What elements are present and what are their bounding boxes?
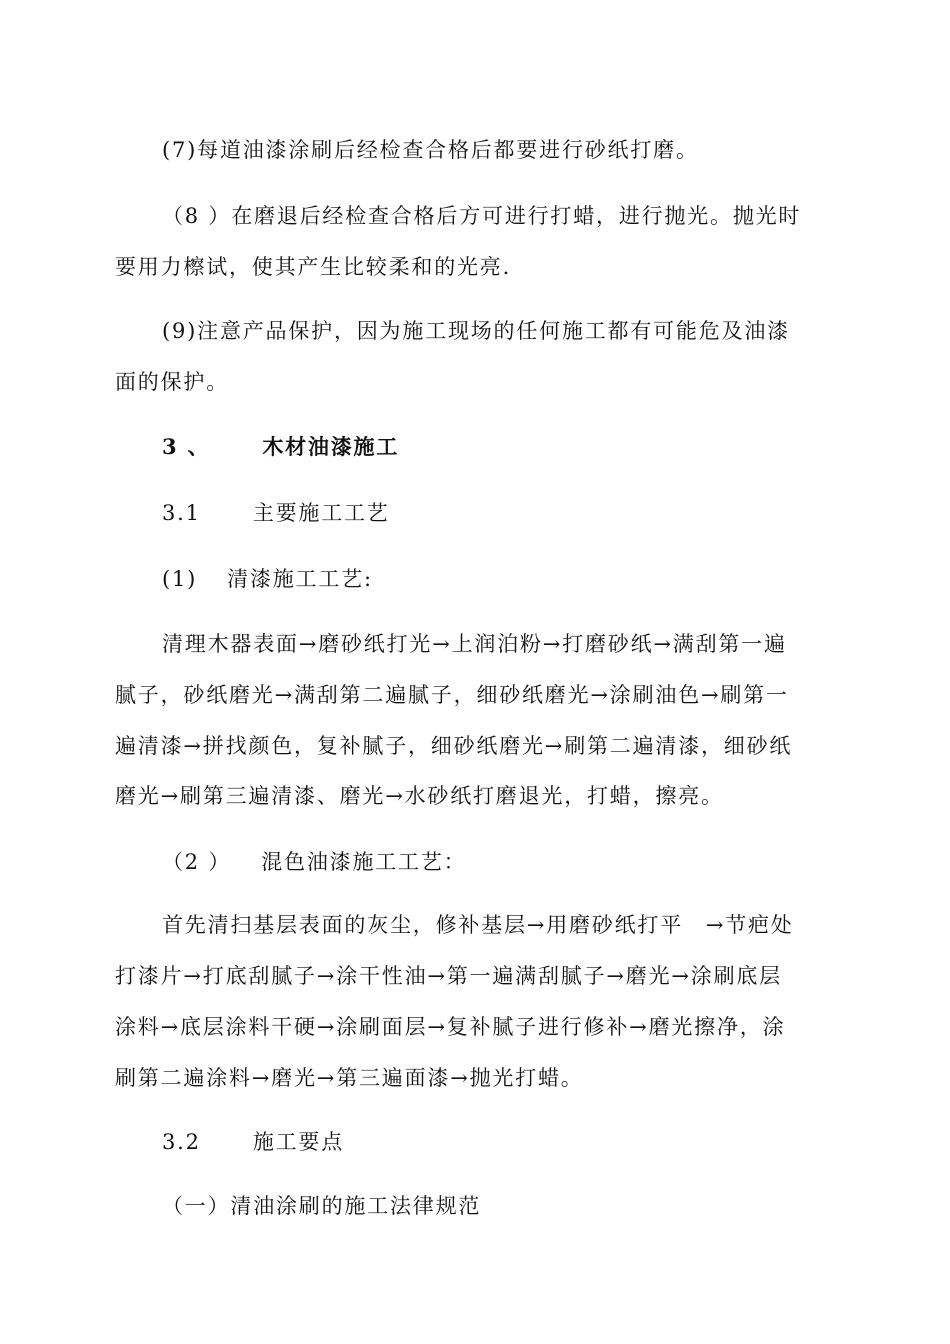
- paragraph-9-line-2: 面的保护。: [115, 370, 229, 394]
- subsection-1-title: 清油涂刷的施工法律规范: [230, 1194, 482, 1218]
- item-2-body-line-4: 刷第二遍涂料→磨光→第三遍面漆→抛光打蜡。: [115, 1066, 584, 1090]
- section-3-number: 3 、: [162, 434, 211, 459]
- section-3-title: 木材油漆施工: [262, 434, 400, 459]
- section-3-2-heading: [162, 1128, 887, 1156]
- section-3-2-number: 3.2: [162, 1130, 201, 1154]
- item-2-body-line-1: 首先清扫基层表面的灰尘，修补基层→用磨砂纸打平 →节疤处: [162, 913, 794, 937]
- section-3-1-heading: [162, 499, 887, 527]
- item-1-body-line-3: 遍清漆→拼找颜色，复补腻子，细砂纸磨光→刷第二遍清漆，细砂纸: [115, 734, 793, 758]
- item-1-body-line-2: 腻子，砂纸磨光→满刮第二遍腻子，细砂纸磨光→涂刷油色→刷第一: [115, 683, 789, 707]
- item-2-heading: [162, 848, 887, 876]
- item-2-body-line-2: 打漆片→打底刮腻子→涂干性油→第一遍满刮腻子→磨光→涂刷底层: [115, 964, 782, 988]
- item-1-body-line-1: 清理木器表面→磨砂纸打光→上润泊粉→打磨砂纸→满刮第一遍: [162, 632, 787, 656]
- subsection-1-number: （一）: [162, 1194, 231, 1218]
- section-3-heading: [162, 433, 887, 461]
- item-1-heading: [162, 565, 887, 593]
- paragraph-7: (7)每道油漆涂刷后经检查合格后都要进行砂纸打磨。: [162, 138, 699, 162]
- section-3-2-title: 施工要点: [252, 1130, 345, 1154]
- item-1-title: 清漆施工工艺:: [227, 567, 373, 591]
- item-2-title: 混色油漆施工工艺：: [261, 850, 467, 874]
- section-3-1-title: 主要施工工艺: [252, 501, 390, 525]
- item-1-number: (1): [162, 567, 198, 591]
- paragraph-8-line-2: 要用力檫试，使其产生比较柔和的光亮.: [115, 255, 512, 279]
- item-1-body-line-4: 磨光→刷第三遍清漆、磨光→水砂纸打磨退光，打蜡，擦亮。: [115, 784, 724, 808]
- item-2-body-line-3: 涂料→底层涂料干硬→涂刷面层→复补腻子进行修补→磨光擦净，涂: [115, 1015, 786, 1039]
- section-3-1-number: 3.1: [162, 501, 201, 525]
- subsection-1-heading: [162, 1192, 887, 1220]
- paragraph-9-line-1: (9)注意产品保护，因为施工现场的任何施工都有可能危及油漆: [162, 319, 790, 343]
- paragraph-8-line-1: （8 ）在磨退后经检查合格后方可进行打蜡，进行抛光。抛光时: [162, 204, 802, 228]
- item-2-number: （2 ）: [162, 850, 232, 874]
